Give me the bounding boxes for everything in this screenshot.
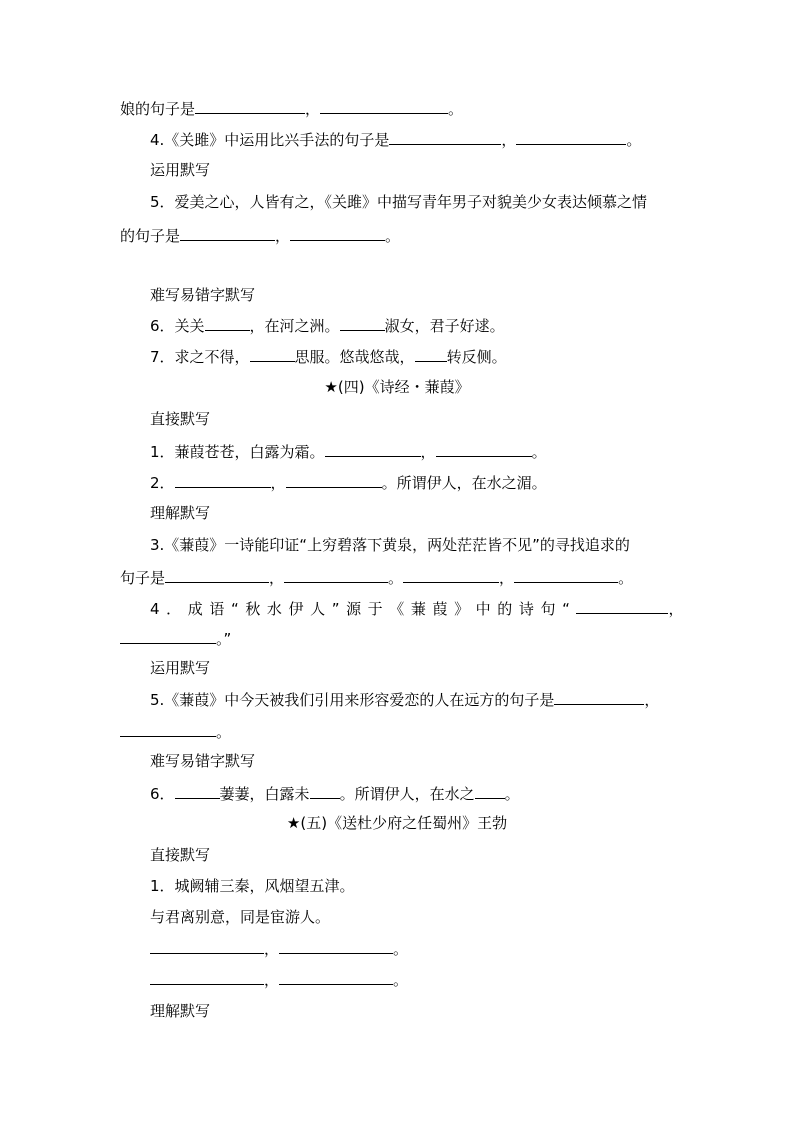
question-4-continuation: [120, 628, 231, 649]
text: 娘的句子是: [120, 100, 196, 118]
question-7: [150, 346, 507, 367]
question-5: 5．爱美之心，人皆有之，《关雎》中描写青年男子对貌美少女表达倾慕之情: [150, 193, 648, 211]
answer-blank[interactable]: [180, 225, 275, 241]
question-3-continuation: [120, 98, 463, 119]
section-heading: 理解默写: [150, 1002, 211, 1020]
text: ，: [644, 691, 660, 709]
text: 。: [448, 100, 464, 118]
section-heading: 理解默写: [150, 504, 211, 522]
text: 5.《蒹葭》中今天被我们引用来形容爱恋的人在远方的句子是: [150, 691, 555, 709]
section-heading: 难写易错字默写: [150, 286, 256, 304]
question-4: [150, 598, 684, 619]
section-heading: 难写易错字默写: [150, 752, 256, 770]
answer-blank[interactable]: [576, 598, 668, 614]
answer-blank[interactable]: [175, 472, 271, 488]
text: 淑女，君子好逑。: [384, 317, 505, 335]
poem-line: 1．城阙辅三秦，风烟望五津。: [150, 877, 355, 895]
answer-blank[interactable]: [475, 783, 505, 799]
answer-blank[interactable]: [514, 567, 618, 583]
text: ，: [305, 100, 321, 118]
answer-blank[interactable]: [120, 721, 216, 737]
text: 。所谓伊人，在水之: [339, 785, 475, 803]
question-3-continuation: [120, 567, 633, 588]
answer-blank[interactable]: [195, 98, 305, 114]
question-3: 3.《蒹葭》一诗能印证“上穷碧落下黄泉，两处茫茫皆不见”的寻找追求的: [150, 536, 630, 554]
question-2: [150, 472, 547, 493]
answer-blank[interactable]: [516, 129, 626, 145]
question-blank-line: [150, 969, 408, 990]
answer-blank[interactable]: [554, 689, 644, 705]
text: ，: [420, 443, 436, 461]
answer-blank[interactable]: [403, 567, 499, 583]
text: 。: [504, 785, 520, 803]
answer-blank[interactable]: [150, 969, 264, 985]
poem-title: ★(五)《送杜少府之任蜀州》王勃: [286, 814, 508, 832]
answer-blank[interactable]: [205, 315, 250, 331]
text: 思服。悠哉悠哉，: [294, 348, 415, 366]
answer-blank[interactable]: [250, 346, 295, 362]
section-heading: 直接默写: [150, 410, 211, 428]
text: 6．: [150, 785, 175, 803]
text: 2．: [150, 474, 175, 492]
text: ，在河之洲。: [249, 317, 340, 335]
question-5: [150, 689, 659, 710]
answer-blank[interactable]: [120, 628, 216, 644]
question-blank-line: [150, 938, 408, 959]
text: 。”: [216, 630, 232, 648]
answer-blank[interactable]: [284, 567, 388, 583]
text: 。: [393, 971, 409, 989]
text: 。: [531, 443, 547, 461]
answer-blank[interactable]: [340, 315, 385, 331]
poem-title: ★(四)《诗经・蒹葭》: [324, 378, 470, 396]
section-heading: 直接默写: [150, 846, 211, 864]
text: ，: [264, 971, 280, 989]
answer-blank[interactable]: [165, 567, 269, 583]
text: ，: [499, 569, 515, 587]
answer-blank[interactable]: [150, 938, 264, 954]
question-5-continuation: [120, 721, 231, 742]
question-6: [150, 783, 520, 804]
question-4: [150, 129, 641, 150]
text: 句子是: [120, 569, 166, 587]
question-6: [150, 315, 505, 336]
text: ，: [269, 569, 285, 587]
answer-blank[interactable]: [290, 225, 385, 241]
answer-blank[interactable]: [415, 346, 447, 362]
answer-blank[interactable]: [279, 969, 393, 985]
section-heading: 运用默写: [150, 161, 211, 179]
text: ，: [501, 131, 517, 149]
text: 。: [626, 131, 642, 149]
text: 。: [385, 227, 401, 245]
text: 。: [393, 940, 409, 958]
text: ，: [668, 600, 684, 618]
answer-blank[interactable]: [310, 783, 340, 799]
text: 7．求之不得，: [150, 348, 250, 366]
answer-blank[interactable]: [389, 129, 501, 145]
text: 。所谓伊人，在水之湄。: [381, 474, 547, 492]
text: 。: [388, 569, 404, 587]
answer-blank[interactable]: [320, 98, 448, 114]
text: ，: [275, 227, 291, 245]
text: 1．蒹葭苍苍，白露为霜。: [150, 443, 325, 461]
answer-blank[interactable]: [286, 472, 382, 488]
question-5-continuation: [120, 225, 400, 246]
text: 。: [618, 569, 634, 587]
answer-blank[interactable]: [175, 783, 220, 799]
question-1: [150, 441, 547, 462]
answer-blank[interactable]: [436, 441, 532, 457]
text: 4.《关雎》中运用比兴手法的句子是: [150, 131, 390, 149]
text: ，: [264, 940, 280, 958]
answer-blank[interactable]: [279, 938, 393, 954]
text: ，: [270, 474, 286, 492]
text: 4．成语“秋水伊人”源于《蒹葭》中的诗句“: [150, 600, 577, 618]
poem-line: 与君离别意，同是宦游人。: [150, 908, 331, 926]
text: 萋萋，白露未: [219, 785, 310, 803]
section-heading: 运用默写: [150, 659, 211, 677]
answer-blank[interactable]: [325, 441, 421, 457]
text: 。: [216, 723, 232, 741]
text: 的句子是: [120, 227, 181, 245]
text: 6．关关: [150, 317, 205, 335]
text: 转反侧。: [446, 348, 507, 366]
